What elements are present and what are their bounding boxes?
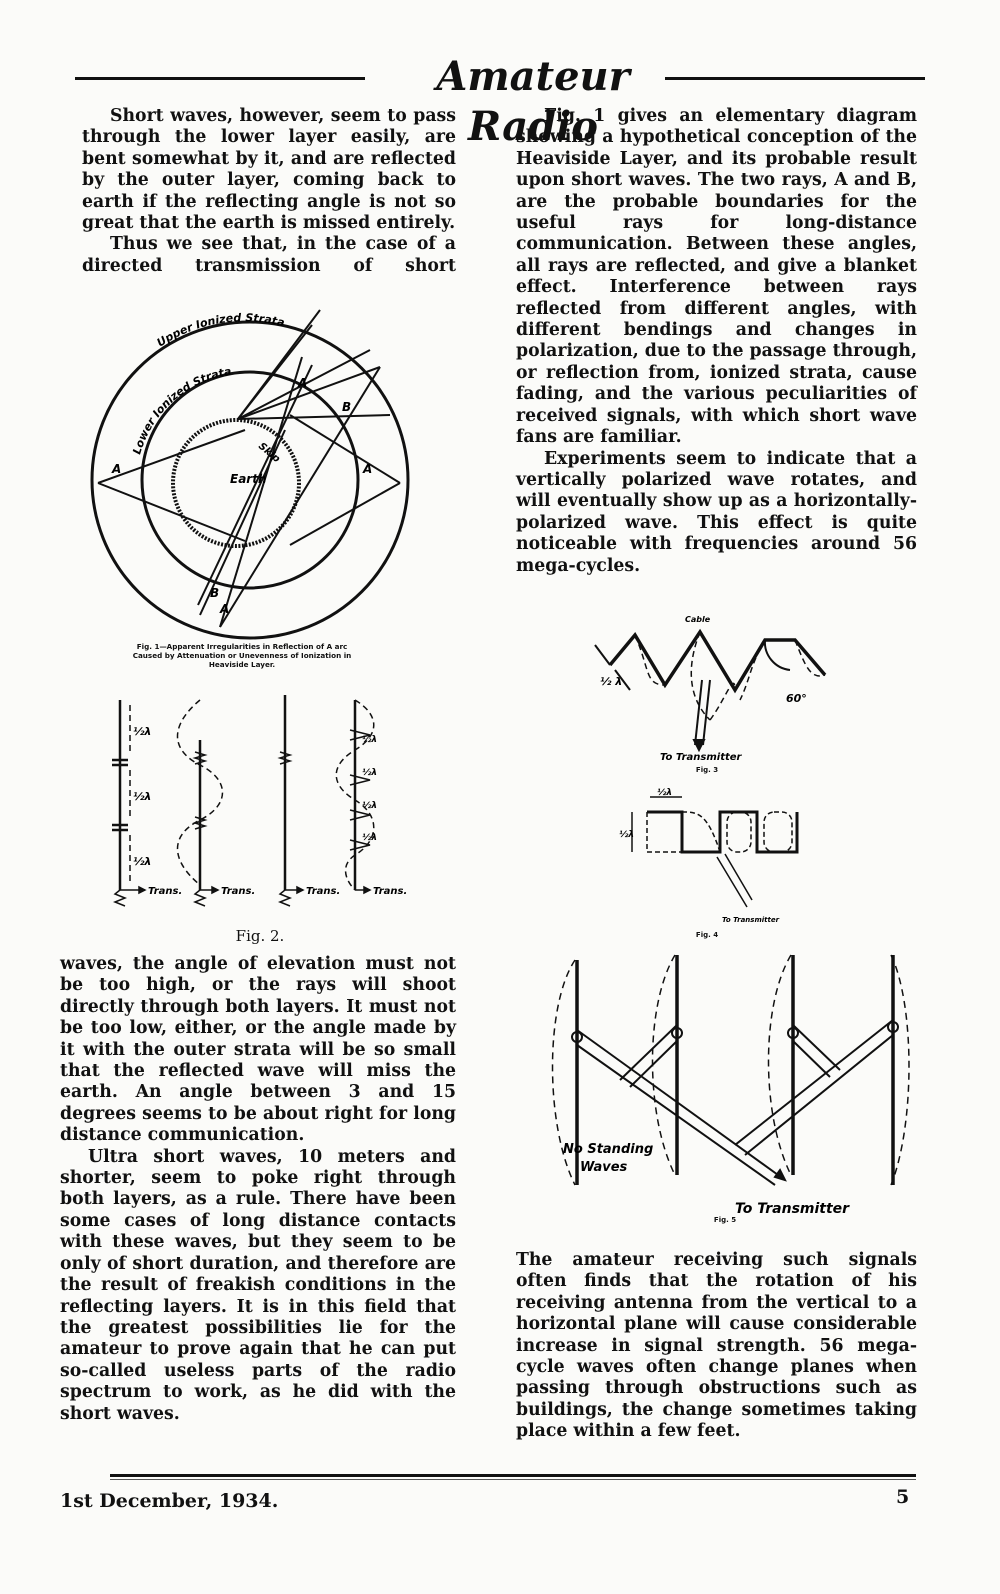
paragraph: Short waves, however, seem to pass through the lower layer easily, are bent somewhat by it, and are reflected by the outer layer, coming back to earth if the reflecting angle is not so great that the earth is missed entirely. [82, 106, 456, 234]
paragraph: Thus we see that, in the case of a directed transmission of short [82, 234, 456, 276]
figure-1-caption-line: Heaviside Layer. [208, 660, 276, 669]
figure-1-heaviside-layer [80, 305, 420, 645]
trans-label: Trans. [373, 886, 408, 897]
figure-2-diagram [100, 690, 420, 925]
no-standing-waves-label: No Standing [563, 1142, 654, 1157]
ray-a-label-left: A [112, 462, 122, 476]
figure-3-diagram [590, 610, 850, 780]
figure-4-caption: Fig. 4 [695, 931, 719, 939]
figure-3-caption: Fig. 3 [695, 766, 719, 774]
half-lambda-label: ½λ [133, 725, 152, 738]
cable-label: Cable [685, 615, 711, 624]
ray-a-label-top: A [298, 376, 308, 390]
paragraph: The amateur receiving such signals often finds that the rotation of his receiving antenna from the vertical to a horizontal plane will cause considerable increase in signal strength. 56 mega-cycle waves often change planes when passing through obstructions such as buildings, the change sometimes taking place within a few feet. [516, 1250, 917, 1442]
trans-label: Trans. [306, 886, 341, 897]
issue-date: 1st December, 1934. [60, 1490, 279, 1512]
figure-1-diagram [80, 305, 420, 645]
masthead-rule-left [75, 77, 365, 80]
page-number: 5 [896, 1486, 910, 1508]
ray-a-label-right: A [363, 462, 373, 476]
paragraph: waves, the angle of elevation must not be too high, or the rays will shoot directly through both layers. It must not be too low, either, or the angle made by it with the outer strata will be so small that the reflected wave will miss the earth. An angle between 3 and 15 degrees seems to be about right for long distance communication. [60, 954, 456, 1146]
figure-1-caption [82, 642, 402, 669]
half-lambda-label: ½λ [362, 801, 378, 811]
to-transmitter-label: To Transmitter [660, 752, 742, 763]
earth-label: Earth [230, 472, 267, 486]
left-column-top [82, 106, 456, 277]
paragraph: Fig. 1 gives an elementary diagram showing a hypothetical conception of the Heaviside Layer, and its probable result upon short waves. The two rays, A and B, are the probable boundaries for the useful rays for long-distance communication. Between these angles, all rays are reflected, and give a blanket effect. Interference between rays reflected from different angles, with different bendings and changes in polarization, due to the passage through, or reflection from, ionized strata, cause fading, and the various peculiarities of received signals, with which short wave fans are familiar. [516, 106, 917, 448]
half-lambda-label: ½ λ [600, 675, 623, 688]
trans-label: Trans. [148, 886, 183, 897]
half-lambda-label: ½λ [362, 833, 378, 843]
trans-label: Trans. [221, 886, 256, 897]
ray-b-label-bottom: B [210, 586, 220, 600]
ray-a-label-bottom: A [220, 602, 230, 616]
paragraph: Ultra short waves, 10 meters and shorter, seem to poke right through both layers, as a rule. There have been some cases of long distance contacts with these waves, but they seem to be only of short duration, and therefore are the result of freakish conditions in the reflecting layers. It is in this field that the greatest possibilities lie for the amateur to prove again that he can put so-called useless parts of the radio spectrum to work, as he did with the short waves. [60, 1146, 456, 1424]
footer-rule-thin [110, 1479, 916, 1480]
skip-label: Skip [256, 440, 282, 466]
half-lambda-label: ½λ [619, 830, 635, 840]
figure-2-caption: Fig. 2. [235, 927, 285, 945]
no-standing-waves-label: Waves [580, 1160, 628, 1175]
masthead-title: Amateur Radio [436, 53, 630, 150]
figure-4-diagram [612, 782, 812, 922]
masthead [75, 52, 925, 150]
to-transmitter-label: To Transmitter [735, 1201, 850, 1217]
half-lambda-label: ½λ [133, 855, 152, 868]
figure-2-antennas [100, 690, 420, 925]
left-column-bottom [60, 954, 456, 1425]
upper-strata-label: Upper Ionized Strata [154, 311, 286, 350]
footer-rule [110, 1474, 916, 1477]
figure-5-caption: Fig. 5 [713, 1216, 737, 1224]
figure-3-zigzag-antenna [590, 610, 850, 780]
angle-label: 60° [786, 692, 807, 705]
half-lambda-label: ½λ [362, 735, 378, 745]
half-lambda-label: ½λ [657, 788, 673, 798]
figure-4-folded-antenna [612, 782, 812, 922]
ray-b-label-top: B [342, 400, 352, 414]
masthead-rule-right [665, 77, 925, 80]
lower-strata-label: Lower Ionized Strata [130, 364, 233, 456]
figure-5-antenna-array [535, 945, 915, 1230]
right-column-top [516, 106, 917, 577]
right-column-bottom [516, 1250, 917, 1443]
figure-5-diagram [535, 945, 915, 1230]
paragraph: Experiments seem to indicate that a vertically polarized wave rotates, and will eventually show up as a horizontally-polarized wave. This effect is quite noticeable with frequencies around 56 mega-cycles. [516, 448, 917, 576]
half-lambda-label: ½λ [133, 790, 152, 803]
half-lambda-label: ½λ [362, 768, 378, 778]
figure-1-caption-line: Fig. 1—Apparent Irregularities in Reflection of A arc [136, 642, 348, 651]
figure-1-caption-line: Caused by Attenuation or Unevenness of Ionization in [132, 651, 352, 660]
to-transmitter-label: To Transmitter [722, 916, 780, 922]
